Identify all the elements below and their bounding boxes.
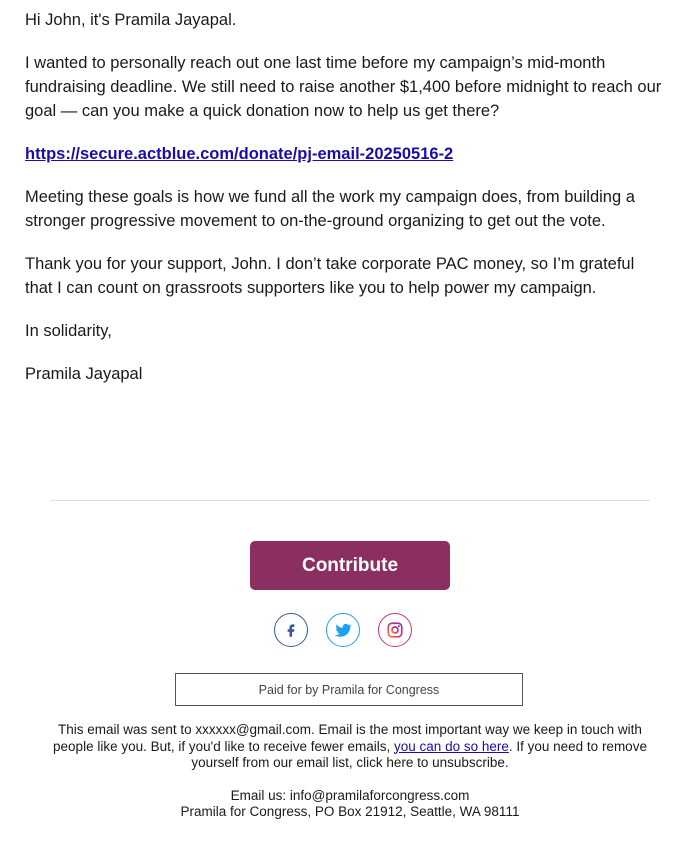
contribute-button[interactable]: Contribute	[250, 541, 450, 590]
paragraph-goals: Meeting these goals is how we fund all the work my campaign does, from building a stronger progressive movement to on-the-ground organizing to get out the vote.	[25, 188, 635, 230]
notice-text-end: . If you need to remove yourself from our email list, click here to unsubscribe.	[191, 738, 647, 770]
signature: Pramila Jayapal	[25, 365, 143, 383]
divider	[50, 500, 650, 501]
donate-link[interactable]: https://secure.actblue.com/donate/pj-email-20250516-2	[25, 145, 454, 163]
paid-for-disclaimer: Paid for by Pramila for Congress	[175, 673, 523, 706]
social-links	[274, 613, 412, 647]
contact-email: Email us: info@pramilaforcongress.com	[230, 787, 470, 803]
greeting: Hi John, it's Pramila Jayapal.	[25, 11, 237, 29]
donate-link-paragraph	[25, 142, 665, 166]
subscription-notice	[40, 722, 660, 772]
instagram-link[interactable]	[378, 613, 412, 647]
twitter-icon	[334, 621, 352, 639]
email-body	[25, 8, 665, 405]
contact-info	[40, 788, 660, 821]
signoff: In solidarity,	[25, 322, 112, 340]
fewer-emails-link[interactable]: you can do so here	[394, 738, 509, 754]
notice-text-start: This email was sent to xxxxxx@gmail.com. Email is the most important way we keep in touch with people like you. But, if you'd like to receive fewer emails,	[53, 722, 642, 754]
twitter-link[interactable]	[326, 613, 360, 647]
paragraph-deadline: I wanted to personally reach out one last time before my campaign’s mid-month fundraising deadline. We still need to raise another $1,400 before midnight to reach our goal — can you make a quick donation now to help us get there?	[25, 54, 662, 120]
instagram-icon	[386, 621, 404, 639]
facebook-link[interactable]	[274, 613, 308, 647]
footer-notice	[40, 722, 660, 821]
mailing-address: Pramila for Congress, PO Box 21912, Seattle, WA 98111	[180, 804, 520, 819]
paragraph-thanks: Thank you for your support, John. I don’t take corporate PAC money, so I’m grateful that I can count on grassroots supporters like you to help power my campaign.	[25, 255, 635, 297]
facebook-icon	[282, 621, 300, 639]
